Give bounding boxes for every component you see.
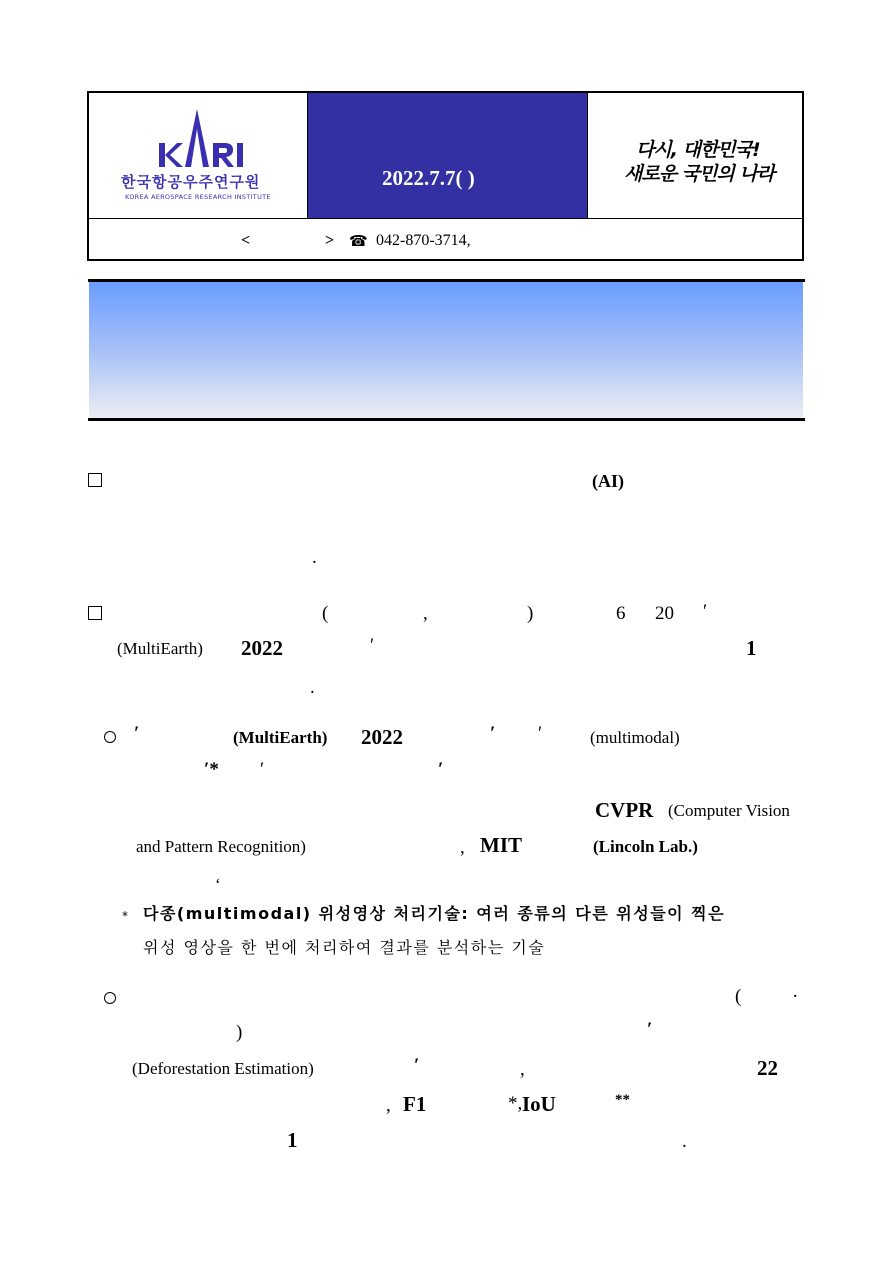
multimodal-label: (multimodal) — [590, 728, 680, 747]
day: 20 — [655, 603, 674, 624]
period: . — [682, 1131, 687, 1152]
year: 2022 — [241, 636, 283, 660]
close-paren: ) — [527, 603, 534, 624]
comma: , — [386, 1095, 391, 1116]
quote-mark: ′ — [260, 759, 265, 780]
quote-star: ′* — [204, 759, 219, 780]
title-banner — [89, 282, 803, 418]
quote-mark: ′ — [414, 1055, 420, 1076]
quote-mark: ′ — [538, 723, 543, 744]
ai-label: (AI) — [592, 471, 624, 491]
rank: 1 — [746, 636, 757, 660]
banner-bottom-rule — [88, 418, 805, 421]
middle-dot: · — [792, 986, 799, 1007]
cvpr-label: CVPR — [595, 798, 654, 822]
press-release-header — [87, 91, 804, 261]
quote-mark: ′ — [647, 1019, 653, 1040]
circle-bullet-icon — [104, 992, 116, 1004]
open-paren: ( — [322, 603, 329, 624]
footnote-marker: * — [122, 909, 130, 923]
slogan-cell — [587, 93, 802, 218]
cvpr-full-name-2: and Pattern Recognition) — [136, 837, 306, 856]
multiearth-label: (MultiEarth) — [117, 639, 203, 658]
lincoln-lab-label: (Lincoln Lab.) — [593, 837, 698, 856]
slogan-line-2: 새로운 국민의 나라 — [624, 163, 775, 185]
quote-mark: ′ — [490, 723, 496, 744]
quote-mark: ′ — [703, 601, 708, 622]
contact-phone: 042-870-3714, — [376, 232, 471, 249]
square-bullet-icon — [88, 473, 102, 487]
year: 2022 — [361, 725, 403, 749]
phone-icon: ☎ — [349, 232, 368, 250]
date-cell — [308, 93, 587, 218]
square-bullet-icon — [88, 606, 102, 620]
quote-mark: ′ — [438, 759, 444, 780]
mit-label: MIT — [480, 833, 522, 857]
kari-logo-icon — [133, 107, 263, 171]
logo-english-name: KOREA AEROSPACE RESEARCH INSTITUTE — [125, 193, 271, 201]
quote-mark: ′ — [370, 635, 375, 656]
footnote-double-star: ** — [615, 1092, 630, 1108]
logo-cell — [89, 93, 308, 218]
comma: , — [460, 837, 465, 858]
footnote-line-1: 다종(multimodal) 위성영상 처리기술: 여러 종류의 다른 위성들이 찍은 — [143, 904, 726, 923]
cvpr-full-name-1: (Computer Vision — [668, 801, 790, 820]
comma: , — [520, 1059, 525, 1080]
footnote-line-2: 위성 영상을 한 번에 처리하여 결과를 분석하는 기술 — [143, 938, 546, 957]
circle-bullet-icon — [104, 731, 116, 743]
month: 6 — [616, 603, 626, 624]
slogan-line-1: 다시, 대한민국! — [636, 139, 760, 161]
contact-open-bracket: < — [241, 232, 251, 249]
contact-row — [89, 218, 802, 259]
iou-label: IoU — [522, 1092, 556, 1116]
team-count: 22 — [757, 1056, 778, 1080]
f1-label: F1 — [403, 1092, 427, 1116]
multiearth-label: (MultiEarth) — [233, 728, 328, 747]
open-paren: ( — [735, 986, 742, 1007]
tick-mark: ‘ — [215, 875, 221, 894]
period: . — [310, 677, 315, 698]
rank: 1 — [287, 1128, 298, 1152]
comma: , — [423, 603, 428, 624]
footnote-star: *, — [508, 1093, 523, 1114]
deforestation-label: (Deforestation Estimation) — [132, 1059, 314, 1078]
quote-mark: ′ — [134, 723, 140, 744]
logo-korean-name: 한국항공우주연구원 — [121, 173, 261, 191]
contact-close-bracket: > — [325, 232, 335, 249]
close-paren: ) — [236, 1022, 243, 1043]
period: . — [312, 547, 317, 568]
release-date: 2022.7.7( ) — [382, 166, 475, 190]
